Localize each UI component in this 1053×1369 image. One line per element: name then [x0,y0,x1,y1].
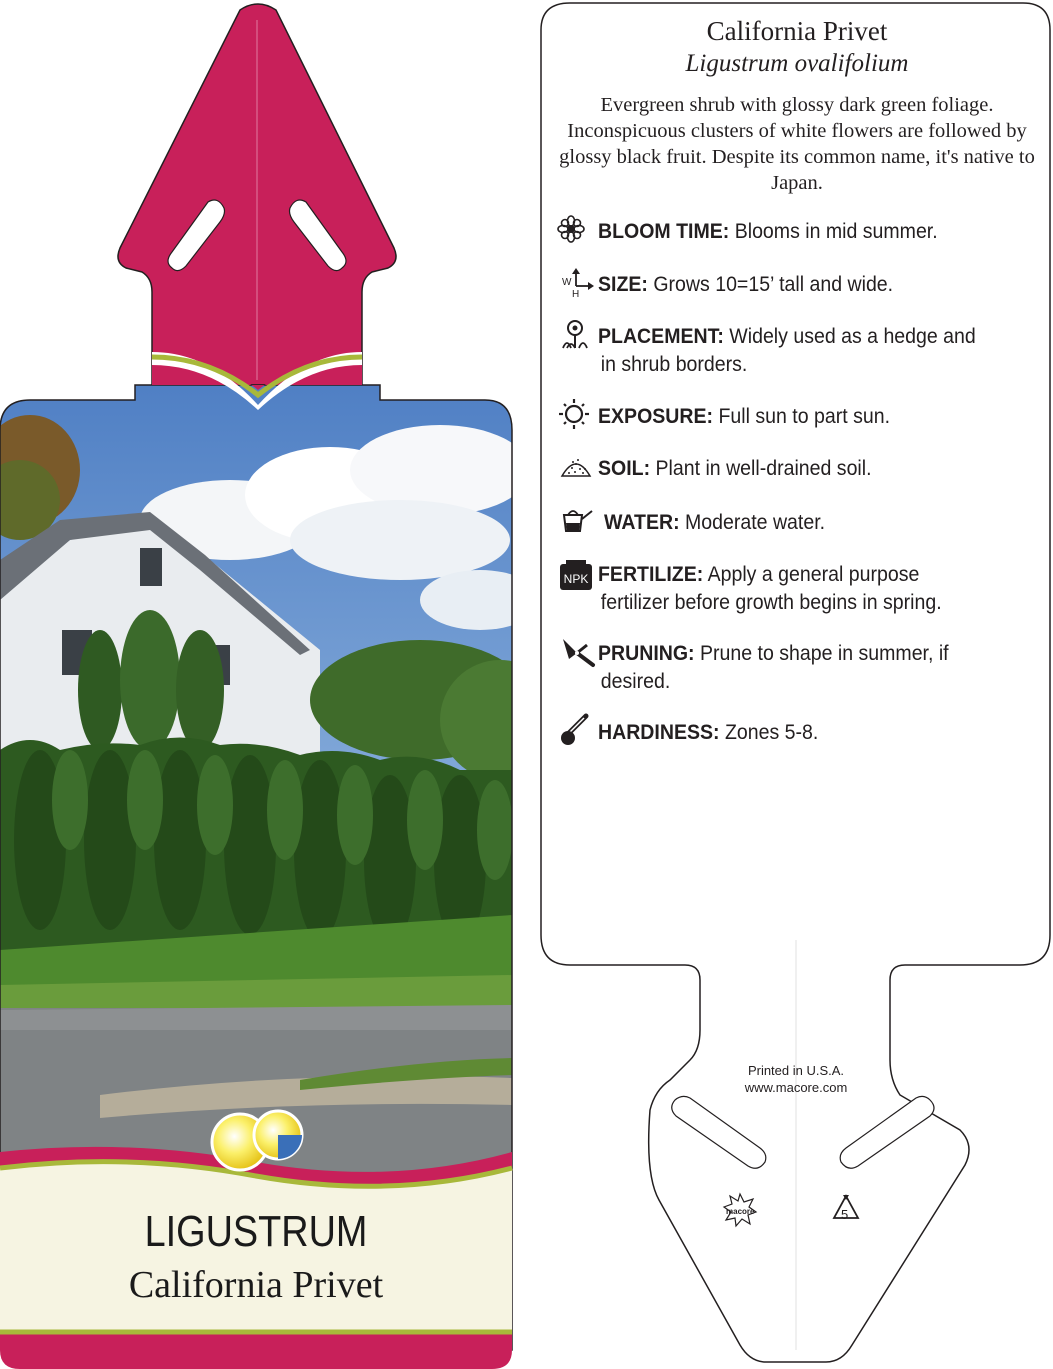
care-text: Zones 5-8. [724,721,819,744]
macore-logo-text: macore [726,1207,755,1216]
care-text: Apply a general purpose [707,563,920,586]
care-label: WATER: [604,511,680,534]
recycle-number: 5 [841,1207,849,1222]
care-label: SOIL: [598,457,651,480]
back-botanical-name: Ligustrum ovalifolium [685,50,909,77]
care-text: Plant in well-drained soil. [655,457,872,480]
npk-fertilizer-icon [560,560,592,590]
care-text-continued: fertilizer before growth begins in spring. [600,591,942,614]
care-exposure [598,403,1007,431]
care-fertilize [598,561,1007,617]
care-text: Grows 10=15’ tall and wide. [653,273,894,296]
size-icon-h-letter: H [572,289,580,300]
care-label: BLOOM TIME: [598,220,730,243]
size-icon-w-letter: W [562,277,572,288]
care-label: EXPOSURE: [598,405,714,428]
care-size [598,271,1007,299]
care-label: PLACEMENT: [598,325,724,348]
back-common-name: California Privet [706,16,888,46]
printer-info [696,1062,896,1096]
care-soil [598,455,1007,483]
front-genus-name: LIGUSTRUM [144,1207,368,1256]
front-common-name: California Privet [128,1264,384,1306]
care-text: Full sun to part sun. [718,405,891,428]
care-placement [598,323,1007,379]
care-text: Blooms in mid summer. [734,220,938,243]
care-hardiness [598,719,1007,747]
care-bloom-time [598,218,1007,246]
care-label: SIZE: [598,273,648,296]
printed-in-usa: Printed in U.S.A. [747,1063,845,1078]
printer-website: www.macore.com [744,1080,848,1095]
svg-text:NPK: NPK [563,572,589,586]
care-label: FERTILIZE: [598,563,704,586]
care-text: Widely used as a hedge and [729,325,976,348]
care-text-continued: desired. [600,670,671,693]
front-tag [0,4,560,1369]
part-sun-icon [254,1111,302,1159]
care-water [604,509,1013,537]
care-label: HARDINESS: [598,721,720,744]
care-pruning [598,640,1007,696]
care-text: Prune to shape in summer, if [700,642,949,665]
care-label: PRUNING: [598,642,695,665]
care-text: Moderate water. [685,511,826,534]
care-text-continued: in shrub borders. [600,353,748,376]
plant-description: Evergreen shrub with glossy dark green foliage. Inconspicuous clusters of white flowers are followed by glossy black fruit. Despite its common name, it's native to Japan. [559,94,1035,194]
